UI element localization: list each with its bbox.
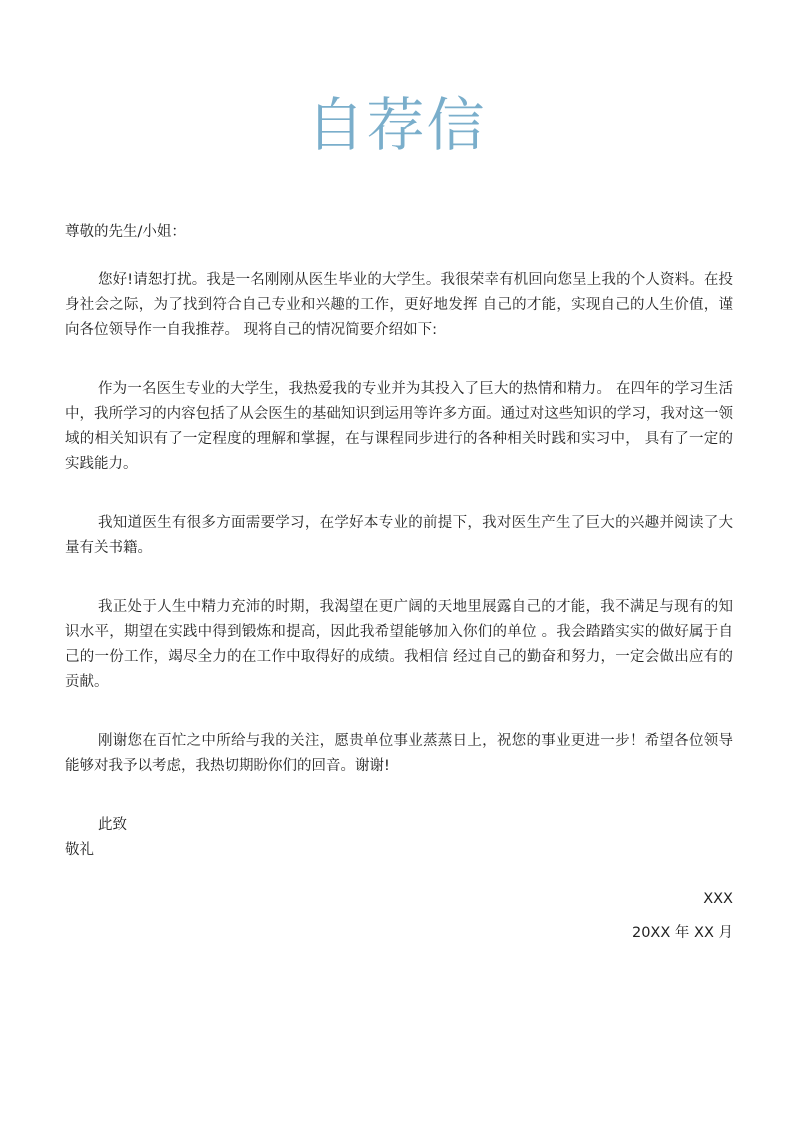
paragraph-aspiration: 我正处于人生中精力充沛的时期，我渴望在更广阔的天地里展露自己的才能，我不满足与现有的知识水平，期望在实践中得到锻炼和提高，因此我希望能够加入你们的单位 。我会踏踏实实的做好属于自己的一份工作，竭尽全力的在工作中取得好的成绩。我相信 经过自己的勤奋和努力，一定会做出应有的贡献。 — [65, 599, 733, 690]
letter-body — [65, 220, 733, 946]
closing-respect: 敬礼 — [65, 842, 94, 858]
salutation: 尊敬的先生/小姐： — [65, 224, 186, 240]
signature: XXX — [703, 891, 733, 907]
closing-greeting: 此致 — [98, 817, 127, 833]
paragraph-thanks: 刚谢您在百忙之中所给与我的关注，愿贵单位事业蒸蒸日上，祝您的事业更进一步！希望各位领导能够对我予以考虑，我热切期盼你们的回音。谢谢! — [65, 733, 733, 774]
paragraph-intro: 您好!请恕打扰。我是一名刚刚从医生毕业的大学生。我很荣幸有机回向您呈上我的个人资料。在投身社会之际，为了找到符合自己专业和兴趣的工作，更好地发挥 自己的才能，实现自己的人生价值，谨向各位领导作一自我推荐。 现将自己的情况简要介绍如下: — [65, 272, 733, 338]
letter-date: 20XX 年 XX 月 — [631, 925, 733, 941]
paragraph-interest: 我知道医生有很多方面需要学习，在学好本专业的前提下，我对医生产生了巨大的兴趣并阅读了大量有关书籍。 — [65, 515, 733, 556]
page-title: 自荐信 — [306, 91, 487, 159]
paragraph-study: 作为一名医生专业的大学生，我热爱我的专业并为其投入了巨大的热情和精力。 在四年的学习生活中，我所学习的内容包括了从会医生的基础知识到运用等许多方面。通过对这些知识的学习，我对这一领域的相关知识有了一定程度的理解和掌握，在与课程同步进行的各种相关时践和实习中， 具有了一定的实践能力。 — [65, 381, 733, 472]
